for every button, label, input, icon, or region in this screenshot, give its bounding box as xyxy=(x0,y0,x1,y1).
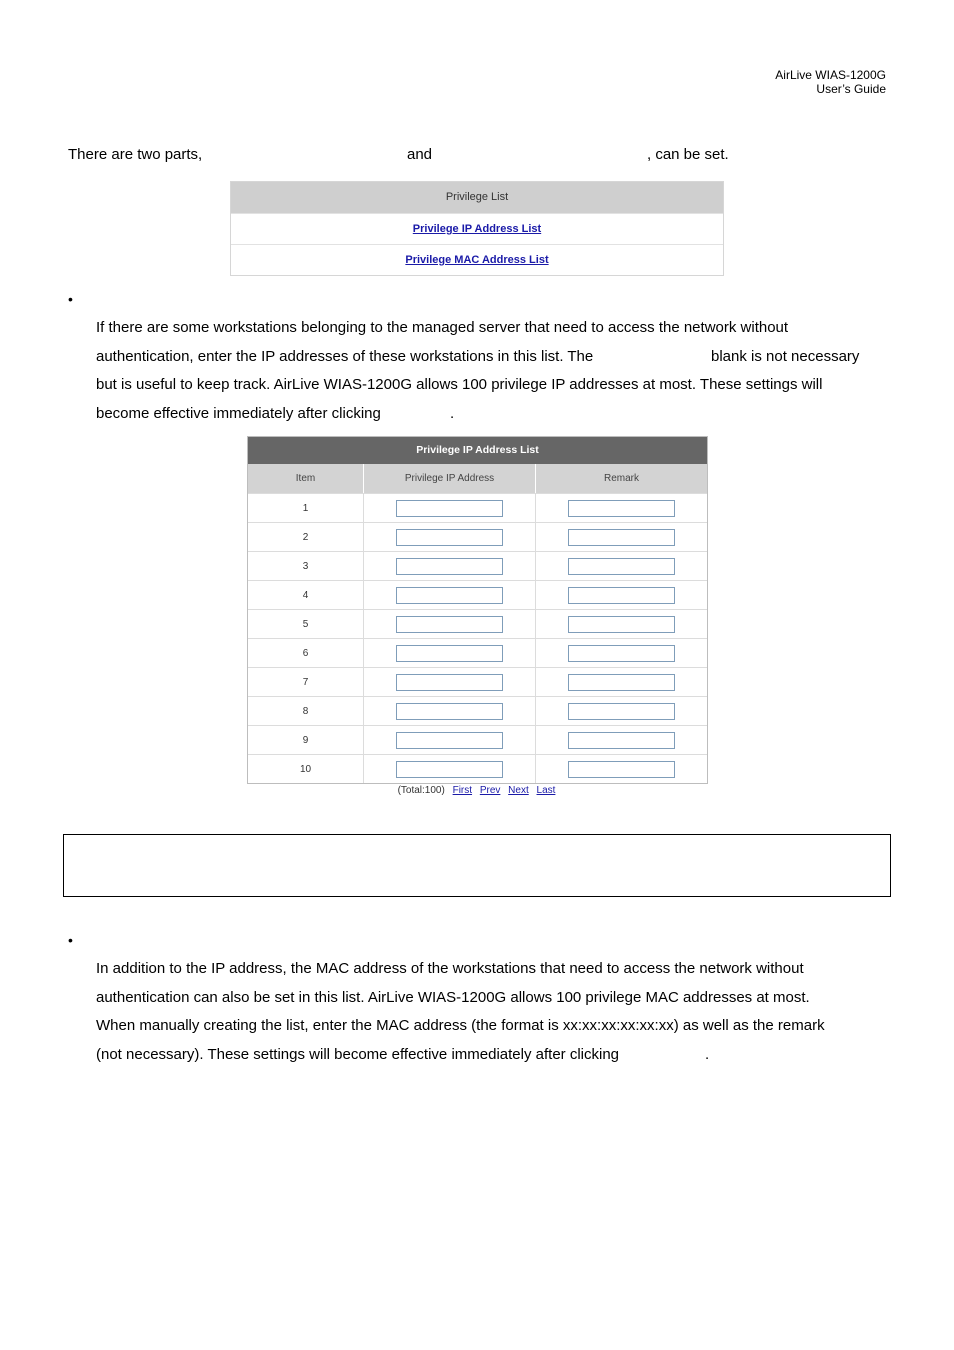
col-remark-header: Remark xyxy=(603,473,639,484)
mac-section-paragraph xyxy=(96,955,886,1070)
remark-input[interactable] xyxy=(568,761,675,778)
privilege-list-title: Privilege List xyxy=(231,182,723,213)
ip-line-4a: become effective immediately after clicking xyxy=(96,405,381,423)
item-number-cell: 5 xyxy=(248,610,364,638)
remark-cell xyxy=(536,552,707,580)
ip-line-4 xyxy=(96,400,886,429)
remark-cell xyxy=(536,639,707,667)
table-row xyxy=(248,725,707,754)
mac-line-4b: . xyxy=(705,1046,710,1064)
item-number-cell: 6 xyxy=(248,639,364,667)
item-number-cell: 9 xyxy=(248,726,364,754)
ip-address-input[interactable] xyxy=(396,645,503,662)
table-row xyxy=(248,522,707,551)
item-number-cell: 2 xyxy=(248,523,364,551)
table-row xyxy=(248,580,707,609)
remark-cell xyxy=(536,726,707,754)
col-item-header: Item xyxy=(248,464,364,493)
ip-address-cell xyxy=(364,639,536,667)
remark-cell xyxy=(536,494,707,522)
mac-line-4 xyxy=(96,1041,886,1070)
remark-input[interactable] xyxy=(568,732,675,749)
bullet-ip: • xyxy=(68,291,73,307)
remark-input[interactable] xyxy=(568,529,675,546)
ip-table-body xyxy=(248,493,707,783)
remark-input[interactable] xyxy=(568,558,675,575)
ip-address-cell xyxy=(364,697,536,725)
intro-part3: , can be set. xyxy=(647,146,729,163)
header-product: AirLive WIAS-1200G xyxy=(775,68,886,82)
ip-address-input[interactable] xyxy=(396,674,503,691)
remark-cell xyxy=(536,668,707,696)
mac-line-2: authentication can also be set in this list. AirLive WIAS-1200G allows 100 privilege MAC addresses at most. xyxy=(96,988,810,1006)
remark-cell xyxy=(536,581,707,609)
ip-line-2b: blank is not necessary xyxy=(711,347,860,365)
privilege-list-row xyxy=(231,213,723,244)
mac-line-3: When manually creating the list, enter the MAC address (the format is xx:xx:xx:xx:xx:xx) as well as the remark xyxy=(96,1017,825,1035)
remark-cell xyxy=(536,697,707,725)
ip-address-input[interactable] xyxy=(396,587,503,604)
ip-address-input[interactable] xyxy=(396,732,503,749)
ip-line-2a: authentication, enter the IP addresses of these workstations in this list. The xyxy=(96,347,594,365)
privilege-list-panel xyxy=(230,181,724,276)
privilege-list-row xyxy=(231,244,723,275)
ip-address-input[interactable] xyxy=(396,500,503,517)
ip-address-cell xyxy=(364,610,536,638)
ip-section-paragraph xyxy=(96,314,886,429)
ip-address-input[interactable] xyxy=(396,529,503,546)
ip-address-input[interactable] xyxy=(396,558,503,575)
ip-line-1: If there are some workstations belonging to the managed server that need to access the network without xyxy=(96,319,789,336)
ip-table-title: Privilege IP Address List xyxy=(248,437,707,464)
table-row xyxy=(248,609,707,638)
table-row xyxy=(248,696,707,725)
privilege-ip-address-list-link[interactable]: Privilege IP Address List xyxy=(412,223,542,235)
table-row xyxy=(248,754,707,783)
remark-cell xyxy=(536,523,707,551)
ip-address-cell xyxy=(364,581,536,609)
intro-part1: There are two parts, xyxy=(68,146,203,163)
ip-address-input[interactable] xyxy=(396,703,503,720)
table-row xyxy=(248,551,707,580)
item-number-cell: 3 xyxy=(248,552,364,580)
remark-input[interactable] xyxy=(568,703,675,720)
remark-input[interactable] xyxy=(568,587,675,604)
privilege-mac-address-list-link[interactable]: Privilege MAC Address List xyxy=(405,254,549,266)
page-header xyxy=(775,68,886,96)
col-ip-header: Privilege IP Address xyxy=(364,464,536,493)
table-row xyxy=(248,667,707,696)
remark-input[interactable] xyxy=(568,500,675,517)
ip-table-header-row xyxy=(248,464,707,493)
item-number-cell: 10 xyxy=(248,755,364,783)
header-guide: User’s Guide xyxy=(816,82,886,96)
note-box xyxy=(63,834,891,897)
item-number-cell: 1 xyxy=(248,494,364,522)
ip-address-cell xyxy=(364,668,536,696)
privilege-ip-table xyxy=(247,436,708,784)
item-number-cell: 4 xyxy=(248,581,364,609)
pager-last-link[interactable]: Last xyxy=(536,785,556,796)
table-row xyxy=(248,638,707,667)
ip-address-cell xyxy=(364,755,536,783)
ip-address-cell xyxy=(364,552,536,580)
remark-cell xyxy=(536,610,707,638)
ip-line-4b: . xyxy=(450,405,455,423)
intro-part2: and xyxy=(407,146,433,163)
remark-input[interactable] xyxy=(568,616,675,633)
remark-cell xyxy=(536,755,707,783)
pager-prev-link[interactable]: Prev xyxy=(479,785,501,796)
ip-address-cell xyxy=(364,726,536,754)
pager-next-link[interactable]: Next xyxy=(508,785,529,796)
item-number-cell: 8 xyxy=(248,697,364,725)
table-row xyxy=(248,493,707,522)
ip-address-cell xyxy=(364,494,536,522)
remark-input[interactable] xyxy=(568,645,675,662)
remark-input[interactable] xyxy=(568,674,675,691)
mac-line-1: In addition to the IP address, the MAC address of the workstations that need to access the network without xyxy=(96,960,804,977)
ip-line-3: but is useful to keep track. AirLive WIAS-1200G allows 100 privilege IP addresses at most. These settings will xyxy=(96,376,823,394)
mac-line-4a: (not necessary). These settings will become effective immediately after clicking xyxy=(96,1046,620,1064)
bullet-mac: • xyxy=(68,932,73,948)
pager-total: (Total:100) xyxy=(397,785,445,796)
item-number-cell: 7 xyxy=(248,668,364,696)
ip-table-pager xyxy=(247,785,706,796)
ip-address-input[interactable] xyxy=(396,616,503,633)
ip-address-input[interactable] xyxy=(396,761,503,778)
ip-line-2 xyxy=(96,343,886,372)
ip-address-cell xyxy=(364,523,536,551)
pager-first-link[interactable]: First xyxy=(452,785,473,796)
